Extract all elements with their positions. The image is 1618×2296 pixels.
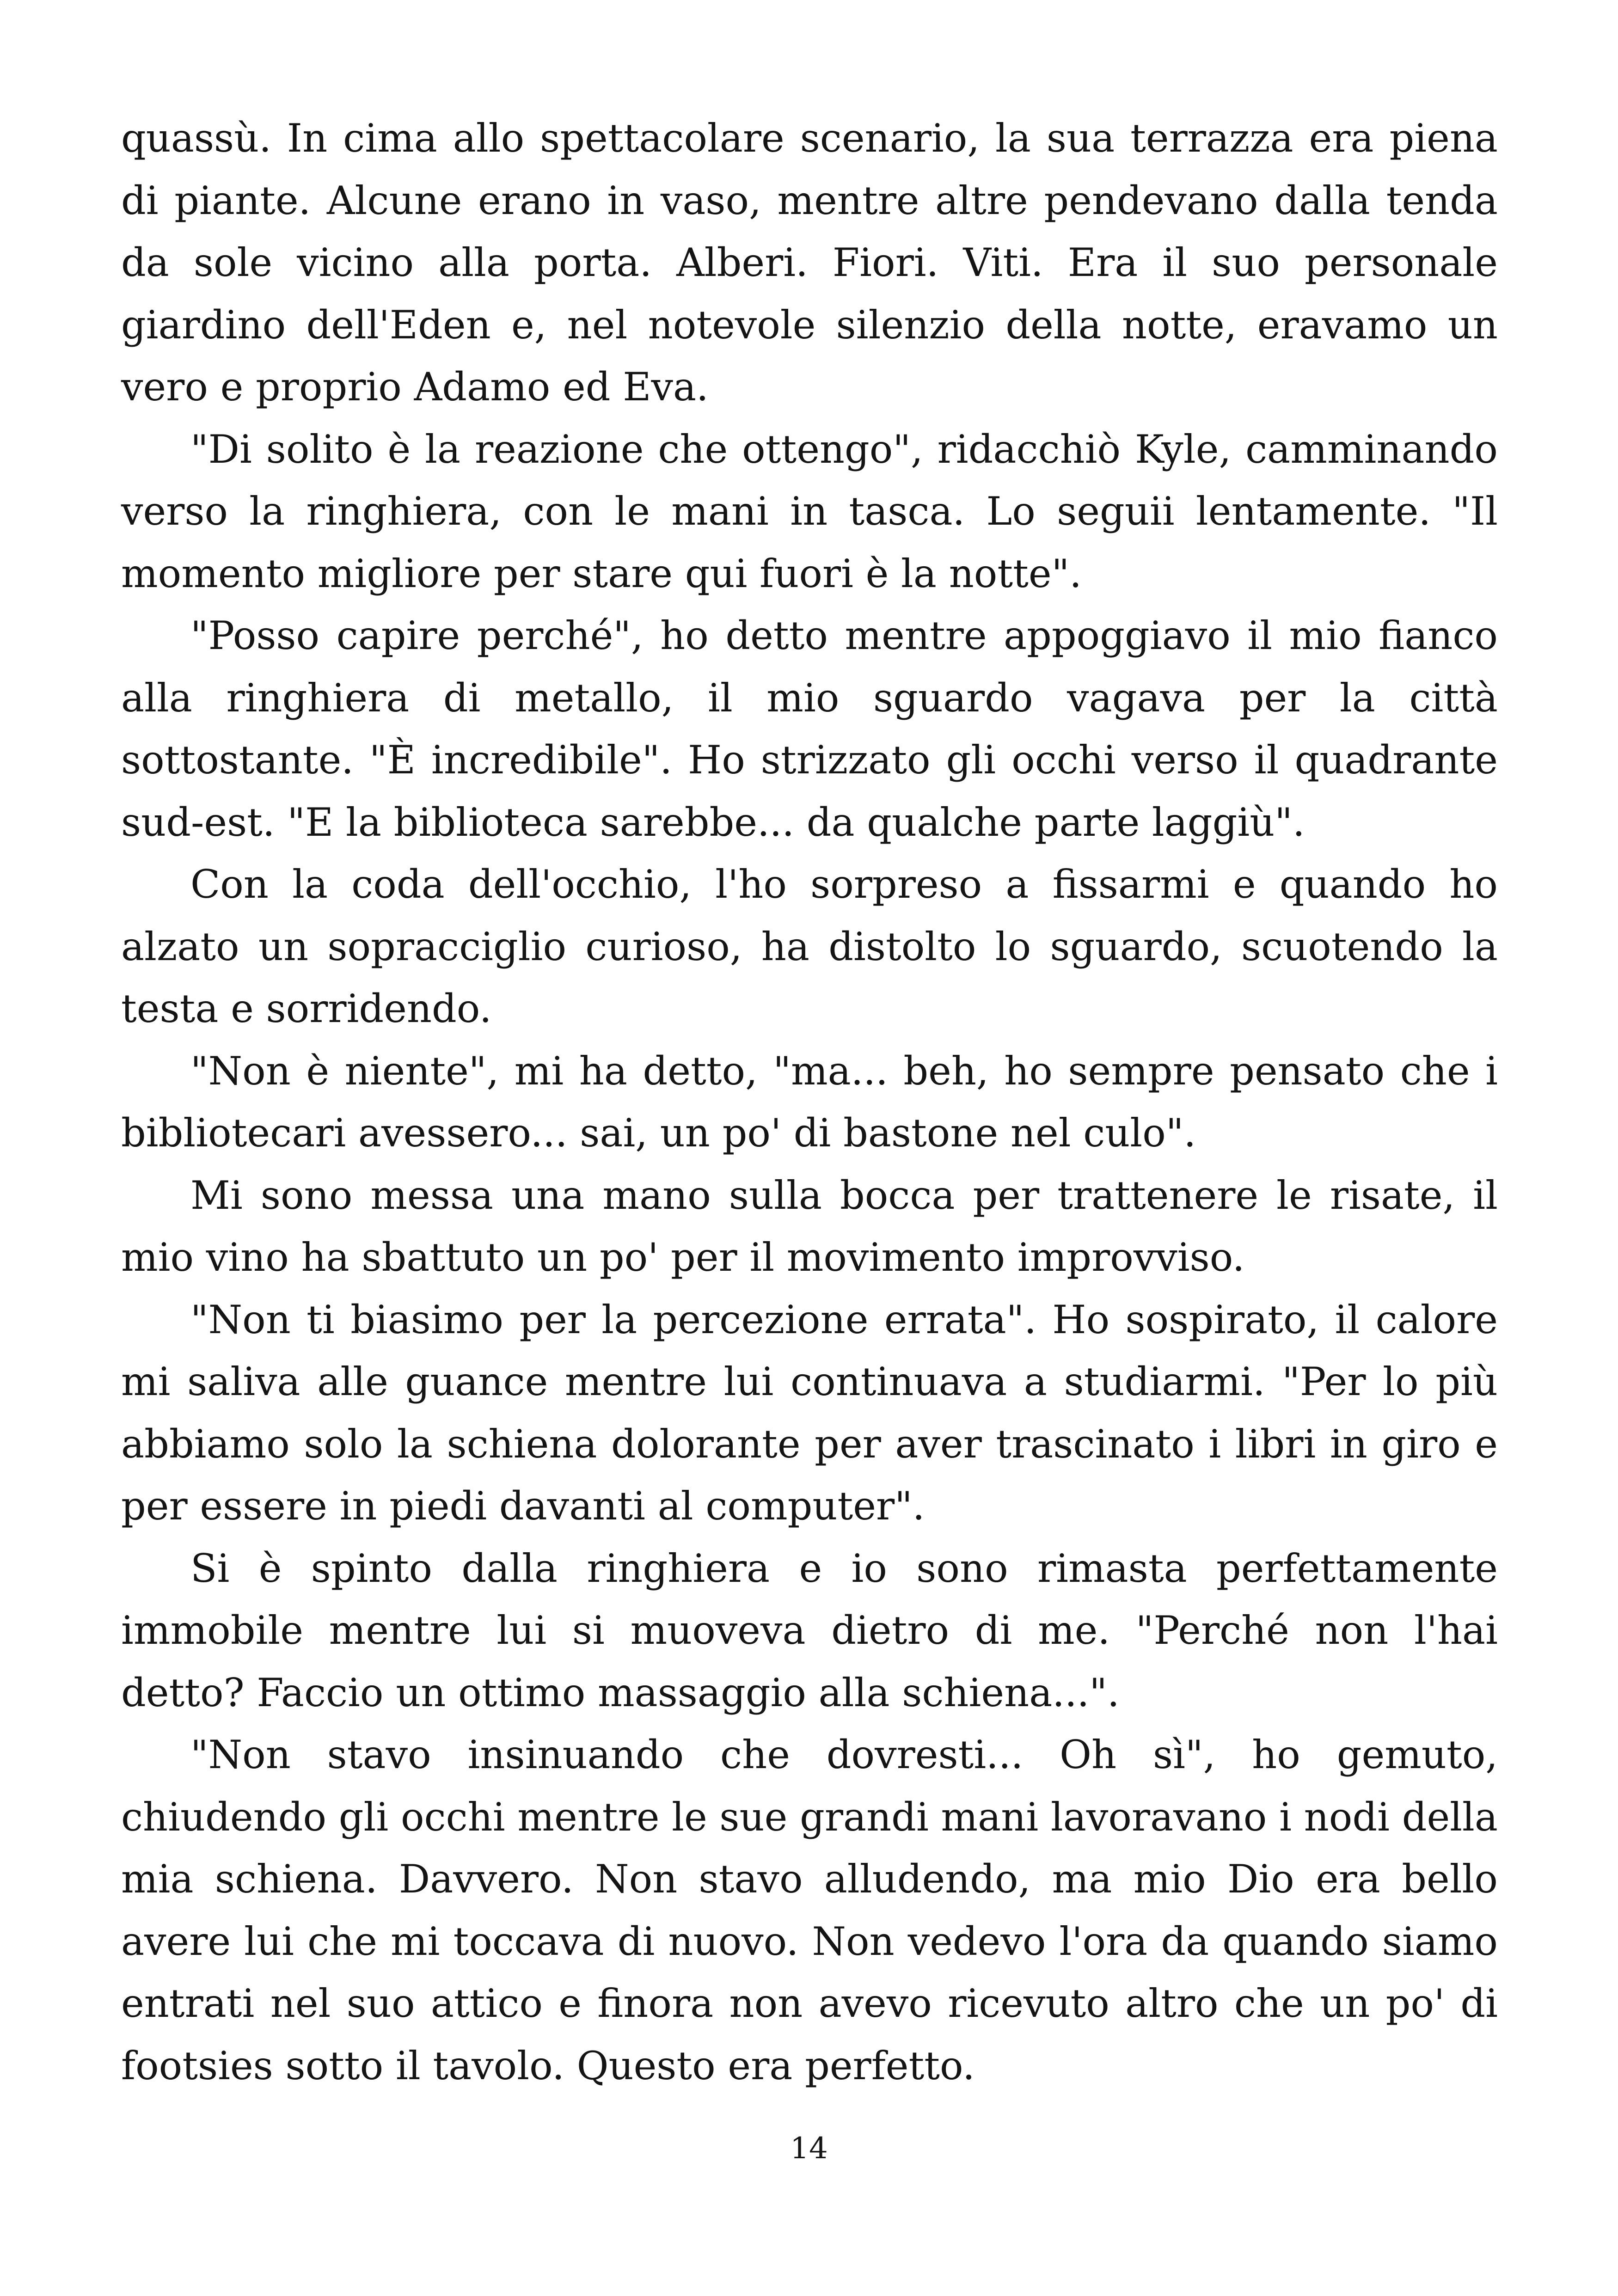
paragraph: Mi sono messa una mano sulla bocca per trattenere le risate, il mio vino ha sbattuto un po' per il movimento improvviso.	[121, 1172, 1498, 1280]
paragraph: "Non stavo insinuando che dovresti... Oh sì", ho gemuto, chiudendo gli occhi mentre le sue grandi mani lavoravano i nodi della mia schiena. Davvero. Non stavo alludendo, ma mio Dio era bello avere lui che mi toccava di nuovo. Non vedevo l'ora da quando siamo entrati nel suo attico e finora non avevo ricevuto altro che un po' di footsies sotto il tavolo. Questo era perfetto.	[121, 1732, 1498, 2088]
paragraph: "Non ti biasimo per la percezione errata". Ho sospirato, il calore mi saliva alle guance mentre lui continuava a studiarmi. "Per lo più abbiamo solo la schiena dolorante per aver trascinato i libri in giro e per essere in piedi davanti al computer".	[121, 1297, 1498, 1529]
paragraph: quassù. In cima allo spettacolare scenario, la sua terrazza era piena di piante. Alcune erano in vaso, mentre altre pendevano dalla tenda da sole vicino alla porta. Alberi. Fiori. Viti. Era il suo personale giardino dell'Eden e, nel notevole silenzio della notte, eravamo un vero e proprio Adamo ed Eva.	[121, 116, 1498, 410]
paragraph: Si è spinto dalla ringhiera e io sono rimasta perfettamente immobile mentre lui si muoveva dietro di me. "Perché non l'hai detto? Faccio un ottimo massaggio alla schiena...".	[121, 1545, 1498, 1715]
paragraph: "Posso capire perché", ho detto mentre appoggiavo il mio fianco alla ringhiera di metallo, il mio sguardo vagava per la città sottostante. "È incredibile". Ho strizzato gli occhi verso il quadrante sud-est. "E la biblioteca sarebbe... da qualche parte laggiù".	[121, 613, 1498, 845]
body-text	[121, 107, 1498, 2097]
paragraph: "Non è niente", mi ha detto, "ma... beh, ho sempre pensato che i bibliotecari avessero... sai, un po' di bastone nel culo".	[121, 1048, 1498, 1156]
page-number: 14	[790, 2131, 828, 2166]
paragraph: Con la coda dell'occhio, l'ho sorpreso a fissarmi e quando ho alzato un sopracciglio curioso, ha distolto lo sguardo, scuotendo la testa e sorridendo.	[121, 862, 1498, 1031]
paragraph: "Di solito è la reazione che ottengo", ridacchiò Kyle, camminando verso la ringhiera, con le mani in tasca. Lo seguii lentamente. "Il momento migliore per stare qui fuori è la notte".	[121, 426, 1498, 596]
